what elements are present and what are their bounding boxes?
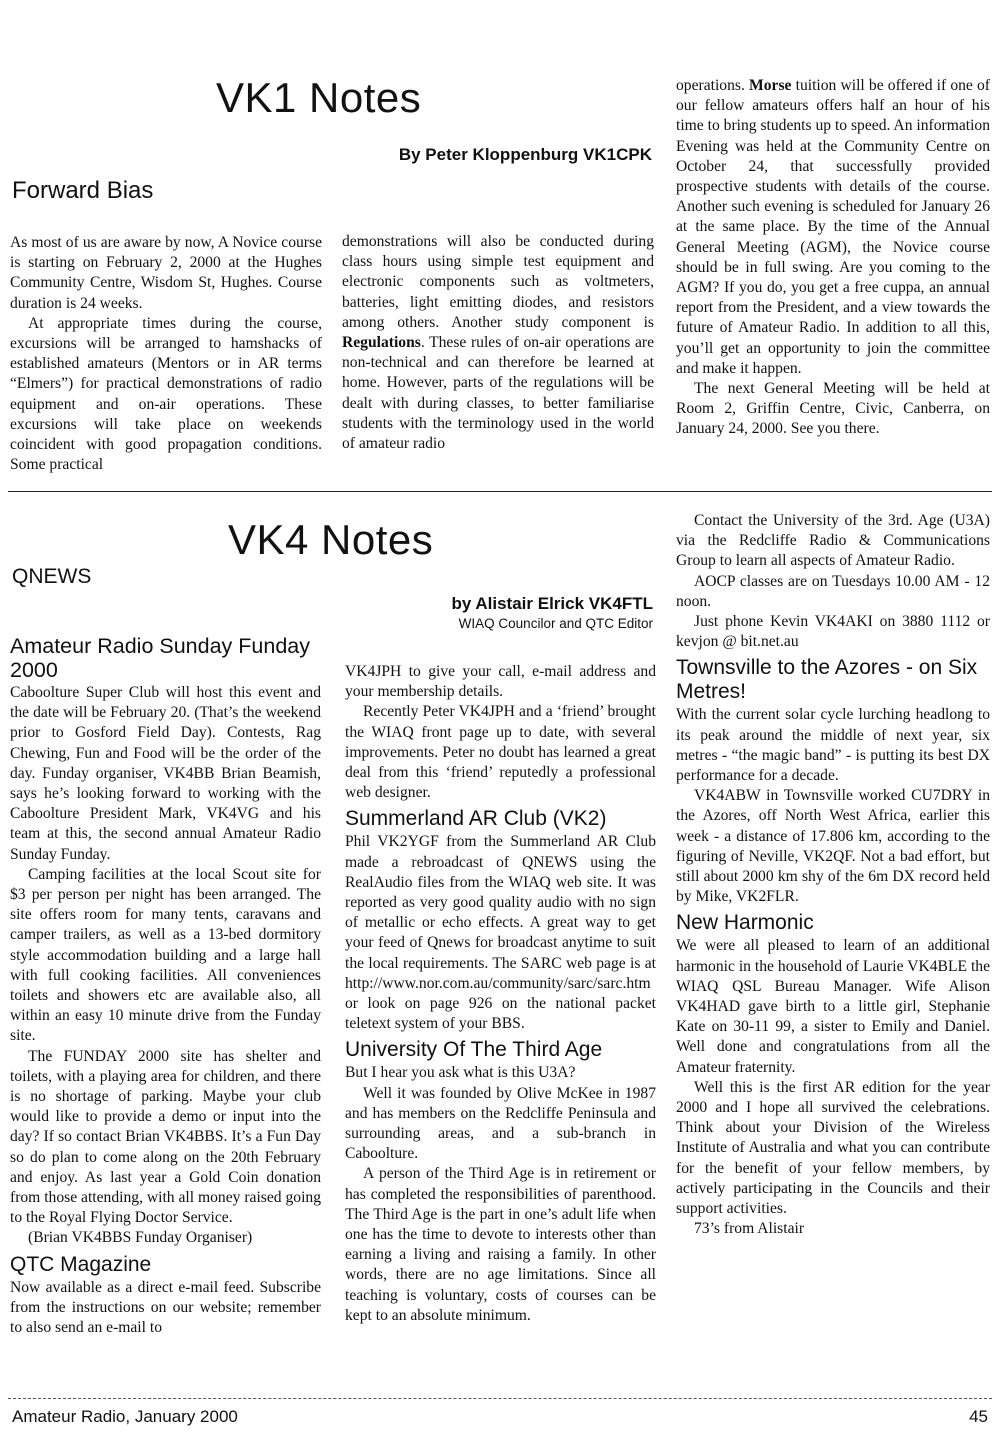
paragraph: VK4JPH to give your call, e-mail address and your membership details. <box>345 663 656 701</box>
paragraph: Camping facilities at the local Scout site for $3 per person per night has been arranged. The site offers room for many tents, caravans and camper trailers, as well as a 13-bed dormitory style accommodation building and a large hall with full cooking facilities. All conveniences toilets and showers etc are available also, all within an easy 10 minute drive from the Funday site. <box>10 865 321 1045</box>
vk1-title: VK1 Notes <box>216 74 422 121</box>
footer-divider <box>8 1398 992 1399</box>
vk4-byline: by Alistair Elrick VK4FTL <box>451 594 653 613</box>
paragraph: Well it was founded by Olive McKee in 1987 and has members on the Redcliffe Peninsula and surrounding areas, and a sub-branch in Caboolture. <box>345 1084 656 1163</box>
paragraph: VK4ABW in Townsville worked CU7DRY in the Azores, off North West Africa, earlier this week - a distance of 17.806 km, according to the figuring of Neville, VK2QF. Not a bad effort, but still about 2000 km shy of the 6m DX record held by Mike, VK2FLR. <box>676 787 990 906</box>
subsection-heading: Townsville to the Azores - on Six Metres! <box>676 656 978 704</box>
qnews-heading: QNEWS <box>12 565 92 588</box>
paragraph: Recently Peter VK4JPH and a ‘friend’ brought the WIAQ front page up to date, with several improvements. Peter no doubt has learned a great deal from this ‘friend’ reputedly a professional web designer. <box>345 703 656 802</box>
paragraph: 73’s from Alistair <box>694 1220 805 1238</box>
paragraph: Well this is the first AR edition for the year 2000 and I hope all survived the celebrations. Think about your Division of the Wireless Institute of Australia and what you can contribute for the benefit of your fellow members, by actively participating in the Councils and their support activities. <box>676 1078 990 1218</box>
subsection-heading: QTC Magazine <box>10 1252 152 1276</box>
paragraph: (Brian VK4BBS Funday Organiser) <box>28 1229 253 1247</box>
paragraph: operations. Morse tuition will be offered if one of our fellow amateurs offers half an hour of his time to bring students up to speed. An information Evening was held at the Community Centre on October 24, that successfully provided prospective students with details of the course. Another such evening is scheduled for January 26 at the same place. By the time of the Annual General Meeting (AGM), the Novice course should be in full swing. Are you coming to the AGM? If you do, you get a free cuppa, an annual report from the President, and a view towards the future of Amateur Radio. In addition to all this, you’ll get an opportunity to join the committee and make it happen. <box>676 77 991 377</box>
subsection-heading: University Of The Third Age <box>345 1038 603 1062</box>
vk1-column-3 <box>676 76 990 440</box>
paragraph: Phil VK2YGF from the Summerland AR Club made a rebroadcast of QNEWS using the RealAudio files from the WIAQ web site. It was reported as very good quality audio with no sign of metallic or echo effects. A great way to get your feed of Qnews for broadcast anytime to suit the local requirements. The SARC web page is at http://www.nor.com.au/community/sarc/sarc.htm or look on page 926 on the national packet teletext system of your BBS. <box>345 833 656 1033</box>
paragraph: demonstrations will also be conducted during class hours using simple test equipment and electronic components such as voltmeters, batteries, light emitting diodes, and resistors among others. Another study component is Regulations. These rules of on-air operations are non-technical and can therefore be learned at home. However, parts of the regulations will be dealt with during classes, to better familiarise students with the terminology used in the world of amateur radio <box>342 233 654 453</box>
vk1-column-1 <box>10 233 322 475</box>
subsection-heading: Amateur Radio Sunday Funday 2000 <box>10 634 310 682</box>
paragraph: AOCP classes are on Tuesdays 10.00 AM - 12 noon. <box>676 572 990 610</box>
section-divider <box>8 491 992 492</box>
vk4-column-1 <box>10 632 321 1338</box>
subsection-heading: Summerland AR Club (VK2) <box>345 807 607 831</box>
page-number: 45 <box>969 1407 988 1426</box>
paragraph: As most of us are aware by now, A Novice course is starting on February 2, 2000 at the Hughes Community Centre, Wisdom St, Hughes. Course duration is 24 weeks. <box>10 234 322 312</box>
vk4-column-2 <box>345 662 656 1326</box>
paragraph: Caboolture Super Club will host this event and the date will be February 20. (That’s the weekend prior to Gosford Field Day). Contests, Rag Chewing, Fun and Food will be the order of the day. Funday organiser, VK4BB Brian Beamish, says he’s looking forward to working with the Caboolture President Mark, VK4VG and his team at this, the second annual Amateur Radio Sunday Funday. <box>10 684 321 863</box>
paragraph: A person of the Third Age is in retirement or has completed the responsibilities of parenthood. The Third Age is the part in one’s adult life when one has the time to devote to interests other than earning a living and raising a family. In other words, there are no age limitations. Since all teaching is voluntary, costs of courses can be kept to an absolute minimum. <box>345 1165 656 1324</box>
vk1-column-2 <box>342 232 654 454</box>
paragraph: Contact the University of the 3rd. Age (U3A) via the Redcliffe Radio & Communications Group to learn all aspects of Amateur Radio. <box>676 512 990 570</box>
footer-publication: Amateur Radio, January 2000 <box>12 1407 238 1426</box>
vk1-byline: By Peter Kloppenburg VK1CPK <box>398 145 652 164</box>
paragraph: Just phone Kevin VK4AKI on 3880 1112 or kevjon @ bit.net.au <box>676 613 990 651</box>
vk4-sub-byline: WIAQ Councilor and QTC Editor <box>458 616 653 631</box>
paragraph: But I hear you ask what is this U3A? <box>345 1064 576 1082</box>
paragraph: The FUNDAY 2000 site has shelter and toilets, with a playing area for children, and there is no shortage of parking. Maybe your club would like to provide a demo or input into the day? If so contact Brian VK4BBS. It’s a Fun Day so do plan to come along on the 20th February and enjoy. As last year a Gold Coin donation from those attending, with all money raised going to the Royal Flying Doctor Service. <box>10 1047 321 1227</box>
vk1-section-heading: Forward Bias <box>12 177 154 204</box>
paragraph: With the current solar cycle lurching headlong to its peak around the middle of next year, six metres - “the magic band” - is putting its best DX performance for a decade. <box>676 706 990 785</box>
paragraph: At appropriate times during the course, excursions will be arranged to hamshacks of established amateurs (Mentors or in AR terms “Elmers”) for practical demonstrations of radio equipment and on-air operations. These excursions will take place on weekends coincident with good propagation conditions. Some practical <box>10 314 322 474</box>
paragraph: We were all pleased to learn of an additional harmonic in the household of Laurie VK4BLE the WIAQ QSL Bureau Manager. Wife Alison VK4HAD gave birth to a little girl, Stephanie Kate on 30-11 99, a sister to Emily and Daniel. Well done and congratulations from all the Amateur fraternity. <box>676 937 990 1076</box>
paragraph: Now available as a direct e-mail feed. Subscribe from the instructions on our website; remember to also send an e-mail to <box>10 1278 321 1337</box>
vk4-title: VK4 Notes <box>228 516 434 563</box>
paragraph: The next General Meeting will be held at Room 2, Griffin Centre, Civic, Canberra, on January 24, 2000. See you there. <box>676 380 990 438</box>
vk4-column-3 <box>676 511 990 1240</box>
subsection-heading: New Harmonic <box>676 911 814 935</box>
